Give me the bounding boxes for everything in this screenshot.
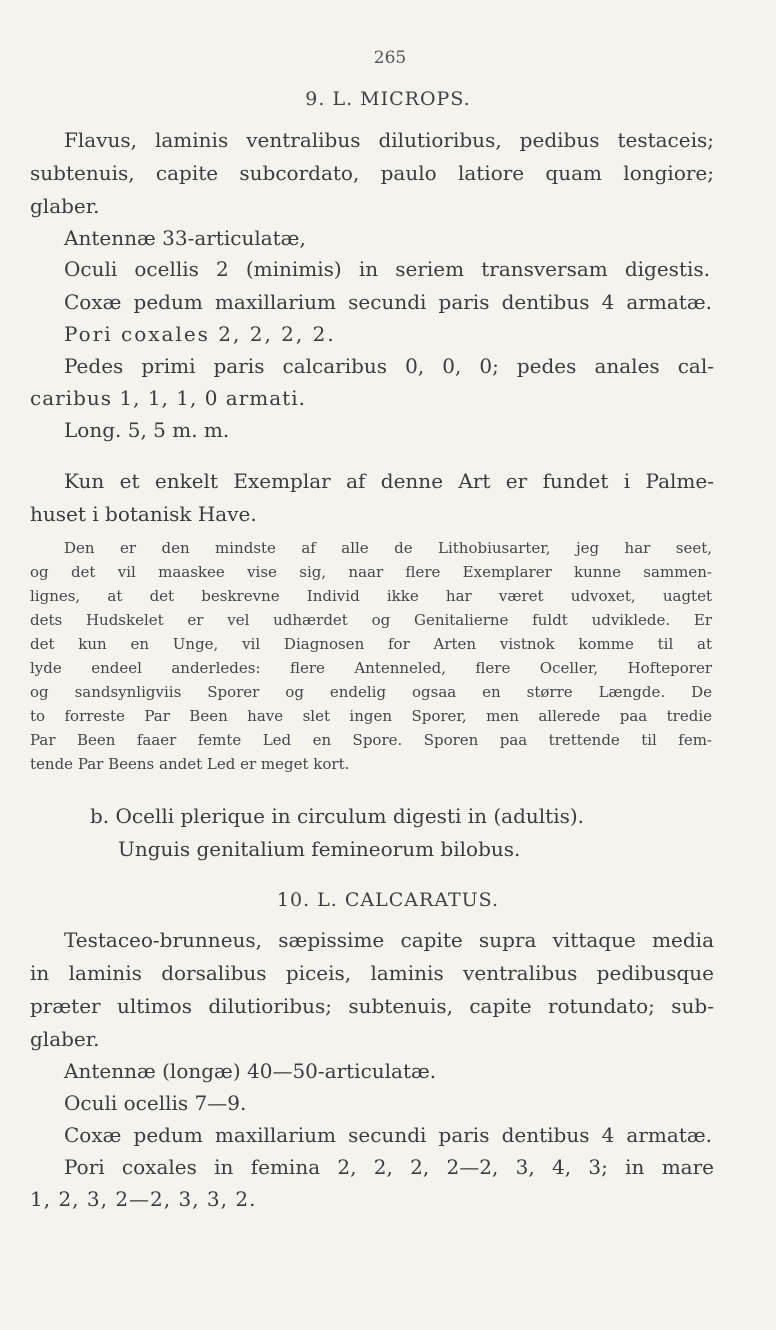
variant-line: b. Ocelli plerique in circulum digesti in (adultis). — [90, 804, 585, 828]
remark-line: lignes, at det beskrevne Individ ikke har været udvoxet, uagtet — [30, 587, 712, 605]
remark-line: og sandsynligviis Sporer og endelig ogsaa en større Længde. De — [30, 683, 712, 701]
diagnosis-line: glaber. — [30, 194, 100, 218]
diagnosis-line: caribus 1, 1, 1, 0 armati. — [30, 386, 306, 410]
diagnosis-line: Oculi ocellis 7—9. — [64, 1091, 247, 1115]
note-line: huset i botanisk Have. — [30, 502, 257, 526]
remark-line: dets Hudskelet er vel udhærdet og Genitalierne fuldt udviklede. Er — [30, 611, 712, 629]
diagnosis-line: Pori coxales 2, 2, 2, 2. — [64, 322, 336, 346]
diagnosis-line: 1, 2, 3, 2—2, 3, 3, 2. — [30, 1187, 257, 1211]
page-number: 265 — [373, 48, 407, 68]
diagnosis-line: Long. 5, 5 m. m. — [64, 418, 230, 442]
diagnosis-line: Coxæ pedum maxillarium secundi paris dentibus 4 armatæ. — [64, 1123, 712, 1147]
diagnosis-line: glaber. — [30, 1027, 100, 1051]
diagnosis-line: præter ultimos dilutioribus; subtenuis, capite rotundato; sub- — [30, 994, 714, 1018]
diagnosis-line: Antennæ 33-articulatæ, — [64, 226, 306, 250]
remark-line: to forreste Par Been have slet ingen Sporer, men allerede paa tredie — [30, 707, 712, 725]
species-heading-9: 9. L. MICROPS. — [305, 88, 471, 110]
remark-line: Den er den mindste af alle de Lithobiusarter, jeg har seet, — [64, 539, 712, 557]
remark-line: og det vil maaskee vise sig, naar flere Exemplarer kunne sammen- — [30, 563, 712, 581]
diagnosis-line: Coxæ pedum maxillarium secundi paris dentibus 4 armatæ. — [64, 290, 712, 314]
remark-line: det kun en Unge, vil Diagnosen for Arten vistnok komme til at — [30, 635, 712, 653]
diagnosis-line: Flavus, laminis ventralibus dilutioribus, pedibus testaceis; — [64, 128, 714, 152]
remark-line: Par Been faaer femte Led en Spore. Sporen paa trettende til fem- — [30, 731, 712, 749]
diagnosis-line: Testaceo-brunneus, sæpissime capite supra vittaque media — [64, 928, 714, 952]
remark-line: tende Par Beens andet Led er meget kort. — [30, 755, 350, 773]
diagnosis-line: subtenuis, capite subcordato, paulo latiore quam longiore; — [30, 161, 714, 185]
diagnosis-line: Antennæ (longæ) 40—50-articulatæ. — [64, 1059, 437, 1083]
species-heading-10: 10. L. CALCARATUS. — [276, 889, 500, 911]
variant-line: Unguis genitalium femineorum bilobus. — [118, 837, 521, 861]
diagnosis-line: Oculi ocellis 2 (minimis) in seriem transversam digestis. — [64, 257, 710, 281]
diagnosis-line: Pedes primi paris calcaribus 0, 0, 0; pedes anales cal- — [64, 354, 714, 378]
diagnosis-line: Pori coxales in femina 2, 2, 2, 2—2, 3, 4, 3; in mare — [64, 1155, 714, 1179]
remark-line: lyde endeel anderledes: flere Antenneled, flere Oceller, Hofteporer — [30, 659, 712, 677]
note-line: Kun et enkelt Exemplar af denne Art er fundet i Palme- — [64, 469, 714, 493]
diagnosis-line: in laminis dorsalibus piceis, laminis ventralibus pedibusque — [30, 961, 714, 985]
